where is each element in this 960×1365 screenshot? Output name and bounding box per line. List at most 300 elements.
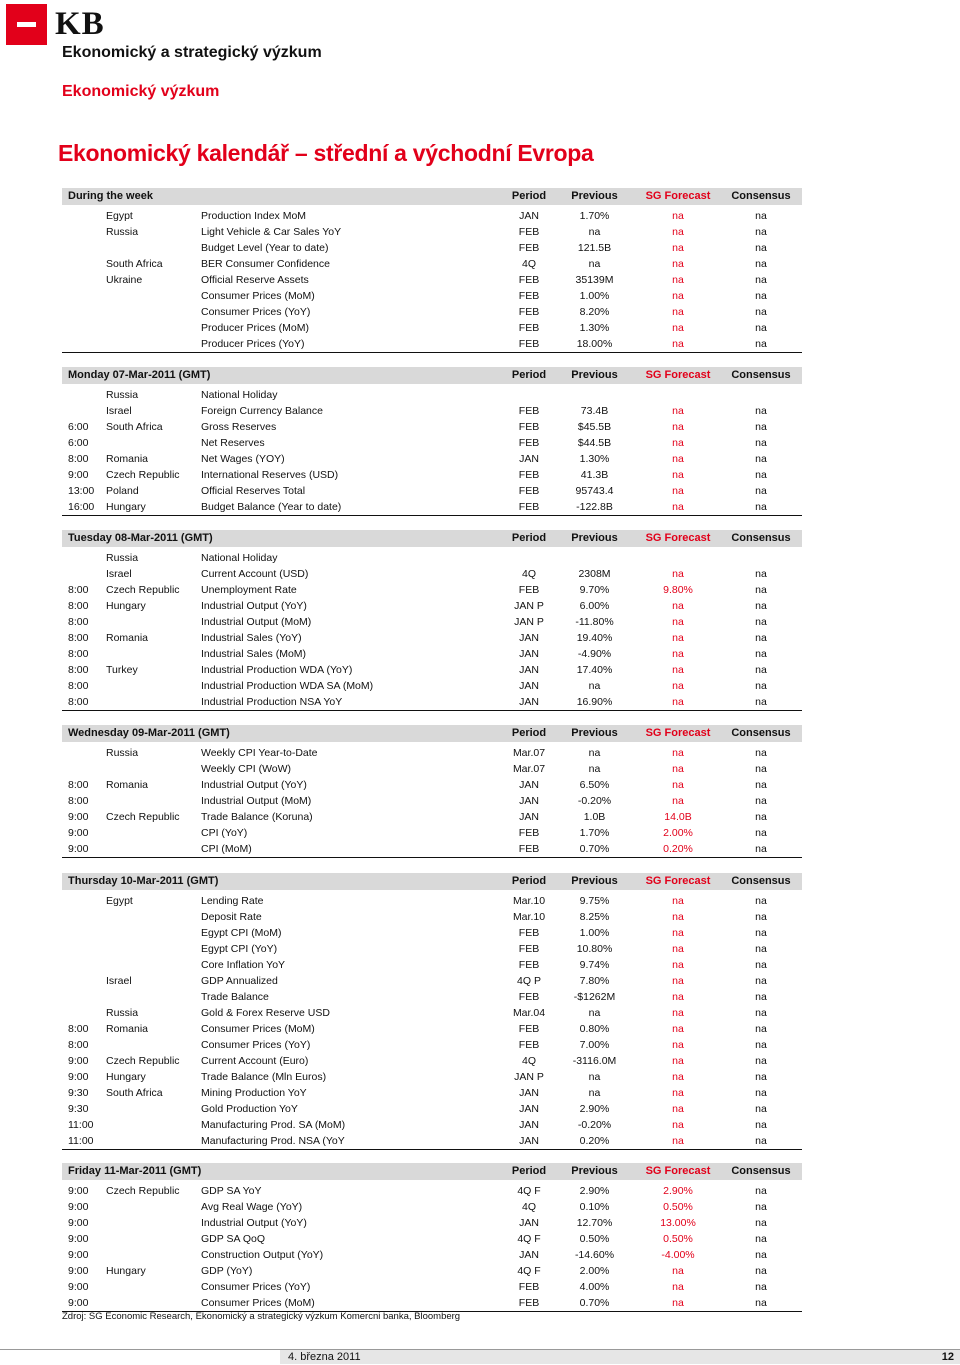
cell-indicator: Budget Balance (Year to date) — [201, 501, 342, 513]
cell-sg-forecast: na — [672, 1119, 684, 1131]
section-rows — [62, 208, 802, 353]
section-title: Thursday 10-Mar-2011 (GMT) — [68, 875, 219, 887]
cell-consensus: na — [755, 469, 767, 481]
section-header — [62, 188, 802, 205]
table-row — [62, 1295, 802, 1311]
table-row — [62, 208, 802, 224]
cell-consensus: na — [755, 338, 767, 350]
cell-previous: 9.74% — [579, 959, 610, 971]
cell-indicator: Consumer Prices (YoY) — [201, 1039, 311, 1051]
table-row — [62, 941, 802, 957]
cell-period: FEB — [518, 1297, 540, 1309]
section-rows — [62, 1183, 802, 1312]
cell-previous: 9.70% — [579, 584, 610, 596]
section-header — [62, 1163, 802, 1180]
cell-sg-forecast: na — [672, 664, 684, 676]
table-row — [62, 1069, 802, 1085]
header-consensus: Consensus — [731, 1165, 791, 1177]
cell-indicator: Industrial Sales (MoM) — [201, 648, 307, 660]
cell-indicator: Official Reserves Total — [201, 485, 306, 497]
cell-previous: 18.00% — [576, 338, 613, 350]
cell-previous: na — [588, 1007, 601, 1019]
cell-consensus: na — [755, 895, 767, 907]
table-row — [62, 1053, 802, 1069]
cell-sg-forecast: na — [672, 943, 684, 955]
department-heading: Ekonomický a strategický výzkum — [62, 44, 322, 61]
cell-previous: -3116.0M — [572, 1055, 617, 1067]
cell-previous: 35139M — [575, 274, 614, 286]
calendar-section — [62, 530, 802, 711]
cell-time: 9:00 — [68, 1233, 89, 1245]
cell-consensus: na — [755, 322, 767, 334]
cell-indicator: Net Reserves — [201, 437, 265, 449]
cell-previous: 121.5B — [577, 242, 612, 254]
cell-consensus: na — [755, 1249, 767, 1261]
header-sg-forecast: SG Forecast — [645, 532, 711, 544]
cell-consensus: na — [755, 795, 767, 807]
cell-indicator: Lending Rate — [201, 895, 264, 907]
section-header — [62, 725, 802, 742]
cell-time: 8:00 — [68, 795, 89, 807]
cell-indicator: Budget Level (Year to date) — [201, 242, 329, 254]
cell-indicator: Industrial Output (MoM) — [201, 616, 312, 628]
cell-time: 11:00 — [68, 1135, 94, 1147]
header-period: Period — [511, 1165, 547, 1177]
cell-period: Mar.10 — [512, 911, 546, 923]
section-header — [62, 873, 802, 890]
cell-sg-forecast: na — [672, 747, 684, 759]
table-row — [62, 272, 802, 288]
cell-period: FEB — [518, 226, 540, 238]
cell-period: FEB — [518, 991, 540, 1003]
cell-period: FEB — [518, 274, 540, 286]
cell-time: 8:00 — [68, 584, 89, 596]
cell-previous: 1.30% — [579, 322, 610, 334]
cell-time: 8:00 — [68, 664, 89, 676]
cell-country: Czech Republic — [106, 1185, 180, 1197]
cell-consensus: na — [755, 959, 767, 971]
cell-period: JAN — [519, 648, 539, 660]
cell-time: 9:30 — [68, 1103, 89, 1115]
cell-previous: 17.40% — [576, 664, 613, 676]
cell-period: 4Q P — [517, 975, 541, 987]
table-row — [62, 304, 802, 320]
cell-consensus: na — [755, 210, 767, 222]
cell-period: 4Q — [521, 1055, 536, 1067]
header-period: Period — [511, 727, 547, 739]
cell-period: JAN — [519, 1087, 539, 1099]
kb-logo — [6, 4, 105, 44]
section-title: Monday 07-Mar-2011 (GMT) — [68, 369, 211, 381]
table-row — [62, 419, 802, 435]
cell-sg-forecast: -4.00% — [661, 1249, 695, 1261]
cell-consensus: na — [755, 1119, 767, 1131]
header-consensus: Consensus — [731, 875, 791, 887]
section-header — [62, 530, 802, 547]
cell-indicator: International Reserves (USD) — [201, 469, 339, 481]
cell-sg-forecast: na — [672, 1007, 684, 1019]
footer-date: 4. března 2011 — [280, 1350, 680, 1364]
calendar-section — [62, 873, 802, 1150]
cell-indicator: Trade Balance (Koruna) — [201, 811, 313, 823]
cell-sg-forecast: na — [672, 290, 684, 302]
cell-time: 16:00 — [68, 501, 95, 513]
cell-period: FEB — [518, 1039, 540, 1051]
cell-previous: 2308M — [578, 568, 611, 580]
cell-indicator: Producer Prices (MoM) — [201, 322, 309, 334]
cell-country: Russia — [106, 226, 139, 238]
cell-time: 9:00 — [68, 469, 89, 481]
calendar-section — [62, 188, 802, 353]
cell-country: Hungary — [106, 600, 146, 612]
table-row — [62, 809, 802, 825]
table-row — [62, 598, 802, 614]
cell-sg-forecast: na — [672, 322, 684, 334]
cell-previous: na — [588, 680, 601, 692]
cell-period: Mar.04 — [512, 1007, 546, 1019]
cell-time: 8:00 — [68, 779, 89, 791]
table-row — [62, 630, 802, 646]
cell-consensus: na — [755, 1023, 767, 1035]
cell-time: 9:00 — [68, 1297, 89, 1309]
cell-consensus: na — [755, 501, 767, 513]
cell-country: Poland — [106, 485, 139, 497]
cell-country: Hungary — [106, 1265, 146, 1277]
cell-consensus: na — [755, 616, 767, 628]
cell-indicator: Avg Real Wage (YoY) — [201, 1201, 303, 1213]
header-sg-forecast: SG Forecast — [645, 1165, 711, 1177]
cell-time: 8:00 — [68, 648, 89, 660]
cell-sg-forecast: na — [672, 975, 684, 987]
cell-previous: 10.80% — [576, 943, 613, 955]
cell-period: 4Q F — [517, 1233, 541, 1245]
cell-indicator: Consumer Prices (MoM) — [201, 1297, 315, 1309]
cell-indicator: Unemployment Rate — [201, 584, 297, 596]
cell-consensus: na — [755, 943, 767, 955]
cell-sg-forecast: na — [672, 779, 684, 791]
cell-indicator: Industrial Production WDA (YoY) — [201, 664, 353, 676]
cell-period: FEB — [518, 322, 540, 334]
cell-previous: na — [588, 1087, 601, 1099]
table-row — [62, 893, 802, 909]
cell-country: Egypt — [106, 210, 133, 222]
cell-previous: $45.5B — [577, 421, 612, 433]
table-row — [62, 1279, 802, 1295]
cell-indicator: CPI (YoY) — [201, 827, 248, 839]
cell-indicator: Egypt CPI (MoM) — [201, 927, 282, 939]
cell-previous: -122.8B — [576, 501, 613, 513]
cell-consensus: na — [755, 763, 767, 775]
table-row — [62, 550, 802, 566]
cell-indicator: Current Account (USD) — [201, 568, 309, 580]
section-rows — [62, 893, 802, 1150]
header-period: Period — [511, 369, 547, 381]
cell-period: FEB — [518, 338, 540, 350]
cell-consensus: na — [755, 584, 767, 596]
cell-consensus: na — [755, 779, 767, 791]
cell-sg-forecast: na — [672, 306, 684, 318]
header-previous: Previous — [571, 532, 618, 544]
cell-indicator: Manufacturing Prod. SA (MoM) — [201, 1119, 346, 1131]
cell-previous: 0.10% — [579, 1201, 610, 1213]
header-previous: Previous — [571, 369, 618, 381]
cell-period: 4Q — [521, 258, 536, 270]
cell-time: 8:00 — [68, 680, 89, 692]
cell-sg-forecast: na — [672, 501, 684, 513]
cell-consensus: na — [755, 274, 767, 286]
table-row — [62, 582, 802, 598]
cell-previous: 1.30% — [579, 453, 610, 465]
cell-consensus: na — [755, 1071, 767, 1083]
section-rows — [62, 550, 802, 711]
cell-country: Israel — [106, 405, 132, 417]
cell-time: 9:00 — [68, 1265, 89, 1277]
cell-indicator: Weekly CPI Year-to-Date — [201, 747, 318, 759]
cell-country: Romania — [106, 632, 149, 644]
cell-previous: 9.75% — [579, 895, 610, 907]
table-row — [62, 256, 802, 272]
cell-sg-forecast: na — [672, 1103, 684, 1115]
cell-period: JAN — [519, 779, 539, 791]
cell-sg-forecast: 0.20% — [663, 843, 693, 855]
cell-country: Russia — [106, 552, 139, 564]
table-row — [62, 288, 802, 304]
cell-sg-forecast: 13.00% — [660, 1217, 696, 1229]
cell-previous: -11.80% — [575, 616, 614, 628]
table-row — [62, 614, 802, 630]
cell-country: Czech Republic — [106, 811, 180, 823]
table-row — [62, 909, 802, 925]
cell-indicator: Official Reserve Assets — [201, 274, 309, 286]
table-row — [62, 1101, 802, 1117]
cell-period: 4Q — [521, 568, 536, 580]
cell-sg-forecast: na — [672, 795, 684, 807]
cell-previous: na — [588, 1071, 601, 1083]
cell-indicator: Industrial Output (YoY) — [201, 1217, 307, 1229]
cell-country: Russia — [106, 747, 139, 759]
cell-sg-forecast: na — [672, 959, 684, 971]
cell-country: Czech Republic — [106, 1055, 180, 1067]
cell-country: Ukraine — [106, 274, 143, 286]
table-row — [62, 678, 802, 694]
cell-consensus: na — [755, 648, 767, 660]
calendar-section — [62, 725, 802, 858]
cell-time: 6:00 — [68, 421, 89, 433]
cell-consensus: na — [755, 1103, 767, 1115]
cell-period: Mar.07 — [512, 763, 546, 775]
table-row — [62, 1247, 802, 1263]
table-row — [62, 841, 802, 857]
cell-sg-forecast: na — [672, 1055, 684, 1067]
cell-country: Hungary — [106, 1071, 146, 1083]
cell-period: FEB — [518, 405, 540, 417]
table-row — [62, 1183, 802, 1199]
cell-sg-forecast: 0.50% — [663, 1201, 693, 1213]
table-row — [62, 694, 802, 710]
cell-sg-forecast: na — [672, 405, 684, 417]
cell-period: 4Q — [521, 1201, 536, 1213]
cell-country: Romania — [106, 453, 149, 465]
cell-previous: 7.00% — [579, 1039, 610, 1051]
cell-previous: 0.50% — [579, 1233, 610, 1245]
cell-previous: na — [588, 763, 601, 775]
header-sg-forecast: SG Forecast — [645, 727, 711, 739]
cell-consensus: na — [755, 1007, 767, 1019]
cell-indicator: GDP SA YoY — [201, 1185, 262, 1197]
cell-consensus: na — [755, 843, 767, 855]
cell-period: 4Q F — [517, 1265, 541, 1277]
cell-sg-forecast: na — [672, 568, 684, 580]
section-title: Tuesday 08-Mar-2011 (GMT) — [68, 532, 213, 544]
cell-period: FEB — [518, 927, 540, 939]
cell-period: Mar.07 — [512, 747, 546, 759]
cell-previous: 95743.4 — [575, 485, 614, 497]
cell-sg-forecast: na — [672, 763, 684, 775]
cell-indicator: Construction Output (YoY) — [201, 1249, 324, 1261]
cell-period: JAN — [519, 664, 539, 676]
cell-sg-forecast: na — [672, 242, 684, 254]
cell-period: FEB — [518, 421, 540, 433]
table-row — [62, 483, 802, 499]
cell-previous: 19.40% — [576, 632, 613, 644]
cell-time: 8:00 — [68, 1039, 89, 1051]
cell-country: Czech Republic — [106, 469, 180, 481]
cell-previous: 2.90% — [579, 1103, 610, 1115]
cell-indicator: Manufacturing Prod. NSA (YoY — [201, 1135, 345, 1147]
cell-period: FEB — [518, 485, 540, 497]
cell-indicator: CPI (MoM) — [201, 843, 252, 855]
cell-sg-forecast: na — [672, 1039, 684, 1051]
cell-sg-forecast: 2.90% — [663, 1185, 693, 1197]
table-row — [62, 662, 802, 678]
cell-period: FEB — [518, 469, 540, 481]
cell-indicator: Trade Balance — [201, 991, 269, 1003]
cell-period: FEB — [518, 943, 540, 955]
cell-previous: 12.70% — [576, 1217, 613, 1229]
cell-period: FEB — [518, 1281, 540, 1293]
table-row — [62, 224, 802, 240]
cell-indicator: Consumer Prices (MoM) — [201, 1023, 315, 1035]
cell-consensus: na — [755, 1039, 767, 1051]
header-previous: Previous — [571, 727, 618, 739]
cell-consensus: na — [755, 1055, 767, 1067]
cell-sg-forecast: na — [672, 421, 684, 433]
cell-sg-forecast: na — [672, 1281, 684, 1293]
header-previous: Previous — [571, 875, 618, 887]
cell-sg-forecast: 2.00% — [663, 827, 693, 839]
cell-indicator: Gross Reserves — [201, 421, 277, 433]
cell-previous: $44.5B — [577, 437, 612, 449]
cell-indicator: Industrial Output (YoY) — [201, 779, 307, 791]
section-title: Wednesday 09-Mar-2011 (GMT) — [68, 727, 230, 739]
cell-period: FEB — [518, 290, 540, 302]
cell-consensus: na — [755, 747, 767, 759]
cell-previous: 2.90% — [579, 1185, 610, 1197]
cell-previous: na — [588, 747, 601, 759]
header-sg-forecast: SG Forecast — [645, 190, 711, 202]
cell-indicator: Core Inflation YoY — [201, 959, 286, 971]
cell-indicator: Deposit Rate — [201, 911, 262, 923]
cell-time: 9:00 — [68, 811, 89, 823]
source-note: Zdroj: SG Economic Research, Ekonomický a strategický výzkum Komercni banka, Bloomberg — [62, 1311, 461, 1322]
cell-period: FEB — [518, 1023, 540, 1035]
header-consensus: Consensus — [731, 727, 791, 739]
cell-consensus: na — [755, 1217, 767, 1229]
table-row — [62, 777, 802, 793]
cell-period: FEB — [518, 843, 540, 855]
cell-sg-forecast: na — [672, 895, 684, 907]
cell-previous: 0.70% — [579, 1297, 610, 1309]
cell-consensus: na — [755, 568, 767, 580]
table-row — [62, 1215, 802, 1231]
calendar-section — [62, 1163, 802, 1312]
cell-indicator: Consumer Prices (YoY) — [201, 306, 311, 318]
cell-previous: -0.20% — [577, 1119, 612, 1131]
cell-time: 9:00 — [68, 1201, 89, 1213]
cell-sg-forecast: na — [672, 338, 684, 350]
cell-time: 9:00 — [68, 1217, 89, 1229]
cell-time: 8:00 — [68, 600, 89, 612]
cell-consensus: na — [755, 1233, 767, 1245]
cell-consensus: na — [755, 1087, 767, 1099]
cell-sg-forecast: na — [672, 226, 684, 238]
cell-indicator: Producer Prices (YoY) — [201, 338, 305, 350]
cell-time: 8:00 — [68, 632, 89, 644]
cell-country: Turkey — [106, 664, 138, 676]
subdepartment-heading: Ekonomický výzkum — [62, 83, 220, 100]
cell-indicator: Consumer Prices (YoY) — [201, 1281, 311, 1293]
table-row — [62, 1231, 802, 1247]
cell-period: FEB — [518, 242, 540, 254]
cell-previous: 1.70% — [579, 827, 610, 839]
cell-time: 9:00 — [68, 1185, 89, 1197]
cell-sg-forecast: na — [672, 680, 684, 692]
cell-sg-forecast: na — [672, 991, 684, 1003]
cell-period: JAN — [519, 1103, 539, 1115]
cell-period: JAN P — [514, 600, 544, 612]
cell-indicator: Industrial Production WDA SA (MoM) — [201, 680, 374, 692]
table-row — [62, 435, 802, 451]
cell-sg-forecast: na — [672, 469, 684, 481]
header-sg-forecast: SG Forecast — [645, 875, 711, 887]
cell-previous: 6.50% — [579, 779, 610, 791]
table-row — [62, 825, 802, 841]
cell-period: JAN — [519, 1135, 539, 1147]
table-row — [62, 1021, 802, 1037]
cell-indicator: GDP SA QoQ — [201, 1233, 265, 1245]
table-row — [62, 793, 802, 809]
cell-consensus: na — [755, 405, 767, 417]
cell-previous: 16.90% — [576, 696, 613, 708]
cell-indicator: Gold Production YoY — [201, 1103, 298, 1115]
table-row — [62, 1199, 802, 1215]
cell-period: JAN — [519, 210, 539, 222]
cell-time: 9:00 — [68, 1055, 89, 1067]
cell-consensus: na — [755, 258, 767, 270]
cell-time: 8:00 — [68, 616, 89, 628]
cell-consensus: na — [755, 306, 767, 318]
cell-indicator: Weekly CPI (WoW) — [201, 763, 292, 775]
cell-period: FEB — [518, 959, 540, 971]
cell-indicator: BER Consumer Confidence — [201, 258, 330, 270]
table-row — [62, 989, 802, 1005]
cell-sg-forecast: na — [672, 1135, 684, 1147]
cell-indicator: Consumer Prices (MoM) — [201, 290, 315, 302]
cell-consensus: na — [755, 632, 767, 644]
cell-consensus: na — [755, 1201, 767, 1213]
table-row — [62, 387, 802, 403]
table-row — [62, 973, 802, 989]
